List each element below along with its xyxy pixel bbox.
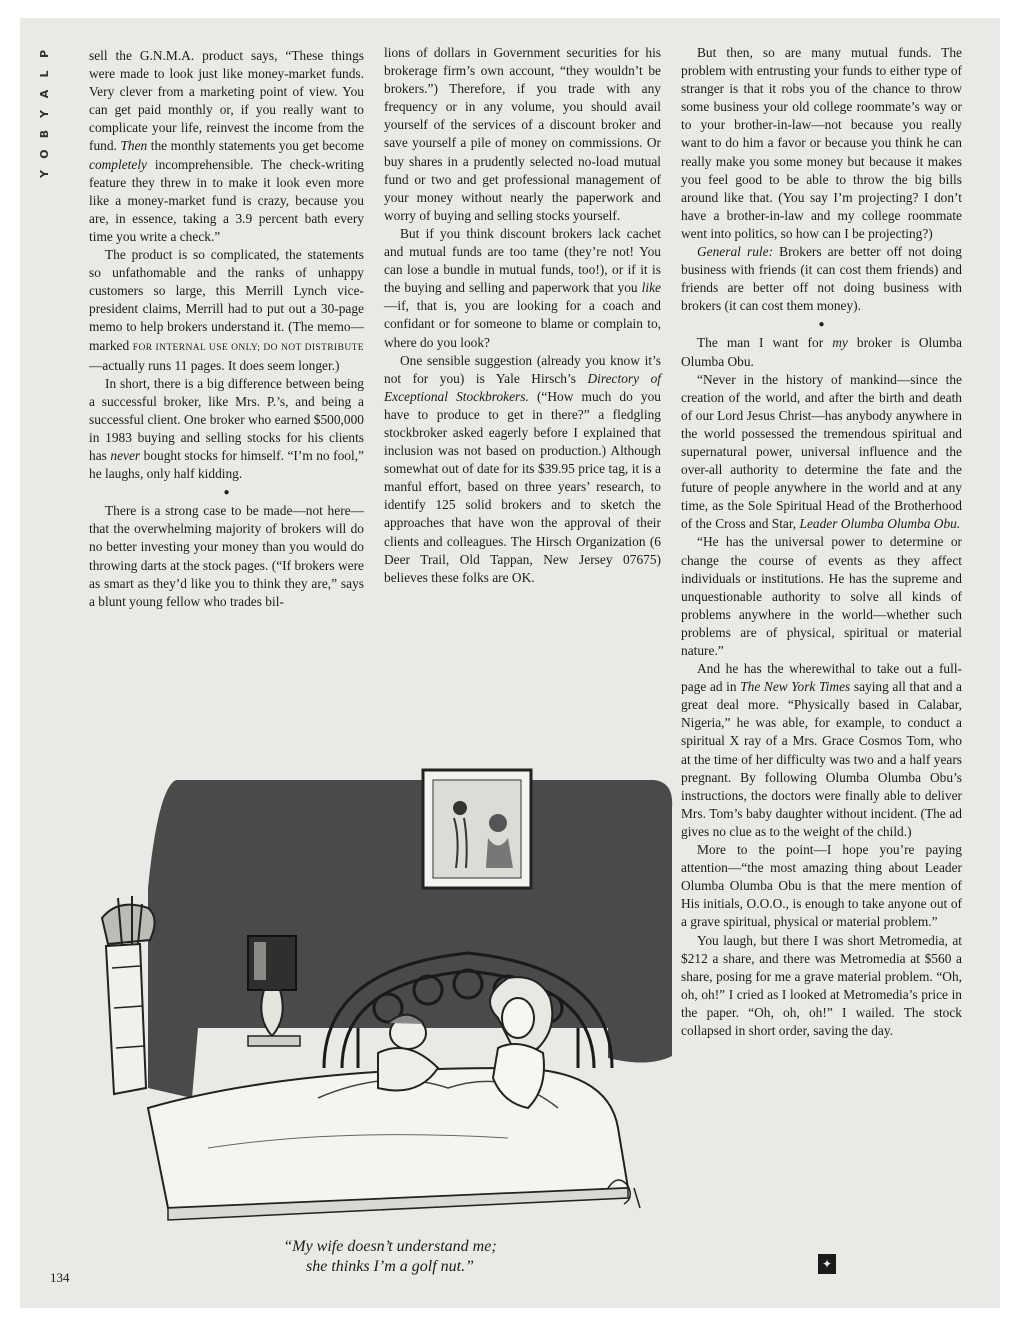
article-column-3 (681, 44, 962, 1040)
logo-letter: Y (38, 110, 51, 118)
bunny-end-mark-icon: ✦ (818, 1254, 836, 1274)
text-run: —actually runs 11 pages. It does seem longer.) (89, 357, 340, 373)
section-bullet: ● (818, 319, 825, 331)
small-caps-text: FOR INTERNAL USE ONLY; DO NOT DISTRIBUTE (132, 342, 364, 353)
section-bullet: ● (223, 487, 230, 499)
text-run: One sensible suggestion (already you know it’s not for you) is Yale Hirsch’s (384, 352, 661, 386)
text-run: “Never in the history of mankind—since the creation of the world, and after the birth and death of our Lord Jesus Christ—has anybody anywhere in the world possessed the tremendous spiritual and supernatural power, universal influence and the over-all authority to determine the fate and the future of people anywhere in the world and at any time, as the Sole Spiritual Head of the Brotherhood of the Cross and Star, (681, 371, 962, 532)
logo-letter: Y (38, 170, 51, 178)
paragraph (89, 246, 364, 375)
emphasis: Leader Olumba Olumba Obu. (799, 516, 961, 532)
paragraph (681, 334, 962, 370)
paragraph (89, 375, 364, 484)
text-run: In short, there is a big difference between being a successful broker, like Mrs. P.’s, and being a successful client. One broker who earned $500,000 in 1983 buying and selling stocks for his clients has (89, 375, 364, 464)
text-run: But then, so are many mutual funds. The problem with entrusting your funds to either type of stranger is that it robs you of the chance to throw some business your old college roommate’s way or to your brother-in-law—not because you really want to do him a favor or because you think he can really make you some money but because it makes you feel good to be able to throw the big bills around like that. (You say I’m projecting? I don’t have a brother-in-law and my college roommate went into politics, so how can I be projecting?) (681, 45, 962, 241)
paragraph (681, 533, 962, 660)
text-run: There is a strong case to be made—not here—that the overwhelming majority of brokers will do no better investing your money than you would do throwing darts at the stock pages. (“If brokers were as smart as they’d like you to think they are,” says a blunt young fellow who trades bil- (89, 503, 364, 609)
text-run: “He has the universal power to determine or change the course of events as they affect individuals or institutions. He has the supreme and unquestionable authority to solve all kinds of problems anywhere in the world—whether such problems are of physical, spiritual or material nature.” (681, 534, 962, 658)
paragraph (89, 47, 364, 246)
bedside-lamp (248, 936, 300, 1046)
text-run: bought stocks for himself. “I’m no fool,” he laughs, only half kidding. (89, 448, 364, 482)
text-run: sell the G.N.M.A. product says, “These things were made to look just like money-market funds. Very clever from a marketing point of view. You can get paid monthly or, if you really want to complicate your life, reinvest the income from the fund. (89, 48, 364, 154)
text-run: the monthly statements you get become (150, 138, 364, 154)
emphasis: The New York Times (740, 679, 851, 695)
text-run: (“How much do you have to produce to get in there?” a fledgling stockbroker asked eagerly before I explained that inclusion was not based on production.) Although somewhat out of date for its $39.95 price tag, it is a manful effort, based on three years’ research, to identify 125 solid brokers and to sketch the approaches that have won the approval of their clients and colleagues. The Hirsch Organization (6 Deer Trail, Old Tappan, New Jersey 07675) believes these folks are OK. (384, 388, 661, 585)
logo-letter: O (38, 149, 51, 159)
paragraph (384, 44, 661, 225)
page-number: 134 (50, 1270, 70, 1285)
emphasis: General rule: (697, 244, 774, 260)
caption-line: she thinks I’m a golf nut.” (306, 1258, 474, 1275)
text-run: broker is Olumba Olumba Obu. (681, 335, 962, 369)
text-run: saying all that and a great deal more. “Physically based in Calabar, Nigeria,” he was able, for example, to conduct a spiritual X ray of a Mrs. Grace Cosmos Tom, who at the time of her difficulty was two and a half years pregnant. By following Olumba Olumba Obu’s instructions, the doctors were finally able to deliver Mrs. Tom’s baby daughter without incident. (The ad gives no clue as to the weight of the child.) (681, 679, 963, 839)
paragraph (681, 243, 962, 315)
paragraph (681, 44, 962, 243)
logo-letter: B (38, 129, 51, 139)
emphasis: Directory of Exceptional Stockbrokers. (384, 370, 661, 404)
text-run: The product is so complicated, the statements so unfathomable and the ranks of unhappy customers so large, this Merrill Lynch vice-president claims, Merrill had to put out a 30-page memo to help brokers understand it. (The memo—marked (89, 247, 364, 353)
emphasis: completely (89, 156, 147, 172)
paragraph (384, 225, 661, 352)
emphasis: like (641, 280, 661, 296)
logo-letter: A (38, 89, 51, 99)
text-run: The man I want for (697, 335, 824, 351)
paragraph (681, 932, 962, 1041)
paragraph (681, 660, 962, 841)
golf-bag (102, 896, 155, 1094)
text-run: But if you think discount brokers lack cachet and mutual funds are too tame (they’re not! You can lose a bundle in mutual funds, too!), or if it is the buying and selling and paperwork that you (384, 225, 661, 296)
emphasis: Then (120, 138, 148, 154)
text-run: incomprehensible. The check-writing feature they threw in to make it look even more like a money-market fund is crazy, because you are, in essence, taking a 3.9 percent bath every time you write a check.” (89, 156, 364, 244)
wall-picture (423, 770, 531, 888)
cartoon-caption (200, 1237, 580, 1277)
logo-letter: P (38, 49, 51, 59)
paragraph (89, 502, 364, 611)
cartoon-illustration (88, 768, 674, 1238)
emphasis: my (832, 335, 848, 351)
text-run: —if, that is, you are looking for a coach and confidant or for someone to blame or complain to, where do you look? (384, 298, 661, 350)
emphasis: never (110, 448, 141, 464)
article-column-2 (384, 44, 661, 587)
paragraph (681, 371, 962, 534)
logo-letter: L (38, 70, 51, 78)
article-column-1 (89, 47, 364, 611)
paragraph (681, 841, 962, 931)
text-run: You laugh, but there I was short Metromedia, at $212 a share, and there was Metromedia at $560 a share, posing for me a grave material problem. “Oh, oh, oh!” I cried as I looked at Metromedia’s price in the paper. “Oh, oh, oh!” I wailed. The stock collapsed in short order, saving the day. (681, 932, 962, 1038)
text-run: Brokers are better off not doing business with friends (it can cost them friends) and friends are better off not doing business with brokers (it can cost them money). (681, 244, 962, 314)
text-run: lions of dollars in Government securities for his brokerage firm’s own account, “they wouldn’t be brokers.”) Therefore, if you trade with any frequency or in any volume, you should avail yourself of the services of a discount broker and save yourself a pile of money on commissions. Or buy shares in a prudently selected no-load mutual fund or two and get professional management of your money without nearly the paperwork and worry of buying and selling stocks yourself. (384, 45, 661, 223)
text-run: More to the point—I hope you’re paying attention—“the most amazing thing about Leader Olumba Olumba Obu is that the mere mention of His initials, O.O.O., is enough to take anyone out of a grave spiritual, physical or material problem.” (681, 842, 962, 930)
paragraph (384, 352, 661, 587)
text-run: And he has the wherewithal to take out a full-page ad in (681, 661, 962, 695)
magazine-logo-vertical (36, 44, 54, 184)
caption-line: “My wife doesn’t understand me; (283, 1238, 497, 1255)
